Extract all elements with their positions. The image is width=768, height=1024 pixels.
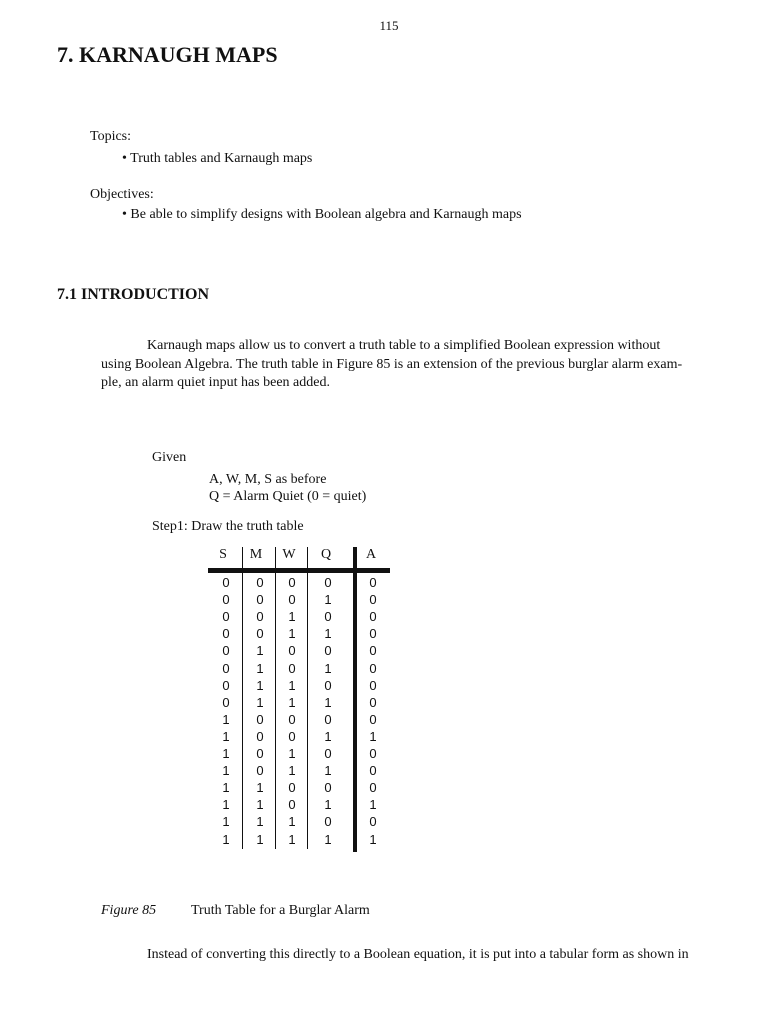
table-cell: 0 [369,711,377,727]
table-header-cell: Q [320,547,332,562]
figure-caption: Truth Table for a Burglar Alarm [191,903,370,918]
column-divider [307,573,308,849]
table-cell: 1 [369,728,377,744]
table-cell: 0 [369,592,377,608]
table-cell: 0 [288,780,296,796]
table-cell: 1 [256,677,264,693]
table-cell: 1 [324,592,332,608]
table-cell: 1 [222,746,230,761]
table-cell: 0 [369,626,377,642]
table-cell: 0 [369,694,377,710]
table-header-cell: A [365,547,377,562]
column-divider [242,573,243,849]
given-line: A, W, M, S as before [209,472,327,487]
table-cell: 0 [324,814,332,830]
table-cell: 0 [369,746,377,761]
table-cell: 1 [324,763,332,779]
table-cell: 1 [324,694,332,710]
table-cell: 0 [222,694,230,710]
table-cell: 1 [256,814,264,830]
table-cell: 1 [288,609,296,625]
table-cell: 0 [256,575,264,590]
intro-line: ple, an alarm quiet input has been added. [101,375,330,390]
given-line: Q = Alarm Quiet (0 = quiet) [209,489,367,504]
table-cell: 0 [256,711,264,727]
table-cell: 0 [256,592,264,608]
intro-line: using Boolean Algebra. The truth table in Figure 85 is an extension of the previous burglar alarm exam- [101,357,683,372]
figure-label [101,903,156,919]
given-label: Given [152,450,187,465]
table-cell: 0 [324,643,332,659]
table-cell: 1 [222,780,230,796]
page-number: 115 [379,18,399,33]
table-cell: 0 [222,609,230,625]
table-cell: 1 [222,831,230,847]
table-cell: 0 [288,643,296,659]
table-header-cell: W [282,547,296,562]
objectives-item: • Be able to simplify designs with Boolean algebra and Karnaugh maps [122,207,522,222]
table-cell: 0 [369,643,377,659]
section-title: 7.1 INTRODUCTION [57,286,210,303]
table-cell: 0 [369,660,377,676]
table-cell: 1 [222,814,230,830]
table-header-cell: S [219,547,227,562]
table-cell: 0 [324,609,332,625]
truth-table [208,544,390,852]
table-cell: 1 [256,643,264,659]
table-cell: 1 [369,831,377,847]
table-cell: 0 [256,626,264,642]
table-cell: 1 [324,728,332,744]
table-cell: 1 [324,797,332,813]
column-divider [275,573,276,849]
table-cell: 0 [222,575,230,590]
table-cell: 1 [324,626,332,642]
table-cell: 0 [288,660,296,676]
table-cell: 0 [222,592,230,608]
table-cell: 1 [222,797,230,813]
table-cell: 0 [369,780,377,796]
table-cell: 0 [369,677,377,693]
table-cell: 0 [256,746,264,761]
table-cell: 0 [324,677,332,693]
topics-heading: Topics: [90,129,132,144]
table-cell: 1 [256,694,264,710]
step1-text: Step1: Draw the truth table [152,519,304,534]
table-cell: 1 [222,711,230,727]
column-divider [307,547,308,569]
closing-paragraph: Instead of converting this directly to a Boolean equation, it is put into a tabular form as shown in [147,947,689,962]
table-cell: 0 [288,797,296,813]
table-cell: 1 [288,694,296,710]
table-cell: 1 [288,831,296,847]
table-cell: 1 [256,797,264,813]
table-cell: 1 [288,746,296,761]
table-cell: 0 [324,711,332,727]
figure-number: Figure 85 [101,903,157,918]
table-cell: 0 [324,575,332,590]
table-cell: 1 [288,763,296,779]
table-cell: 0 [256,763,264,779]
table-cell: 1 [256,780,264,796]
column-divider [275,547,276,569]
table-cell: 0 [288,711,296,727]
table-cell: 0 [288,592,296,608]
table-cell: 0 [222,660,230,676]
table-cell: 0 [324,780,332,796]
table-cell: 1 [256,660,264,676]
table-cell: 0 [256,728,264,744]
table-cell: 0 [369,763,377,779]
table-cell: 1 [369,797,377,813]
table-cell: 1 [256,831,264,847]
table-cell: 1 [288,814,296,830]
chapter-title: 7. KARNAUGH MAPS [57,42,278,67]
table-cell: 0 [288,575,296,590]
column-divider [242,547,243,569]
output-divider [353,547,357,852]
table-cell: 1 [324,660,332,676]
table-cell: 0 [222,677,230,693]
table-cell: 0 [288,728,296,744]
table-cell: 0 [222,643,230,659]
table-cell: 0 [222,626,230,642]
table-cell: 1 [222,728,230,744]
table-header-rule [208,568,390,573]
table-cell: 0 [324,746,332,761]
objectives-heading: Objectives: [90,187,154,202]
table-cell: 1 [288,677,296,693]
table-cell: 0 [369,575,377,590]
table-cell: 1 [288,626,296,642]
table-cell: 1 [222,763,230,779]
table-cell: 0 [369,609,377,625]
table-cell: 1 [324,831,332,847]
intro-line: Karnaugh maps allow us to convert a truth table to a simplified Boolean expression without [147,338,661,353]
topics-item: • Truth tables and Karnaugh maps [122,151,313,166]
table-cell: 0 [256,609,264,625]
table-header-cell: M [249,547,263,562]
table-cell: 0 [369,814,377,830]
